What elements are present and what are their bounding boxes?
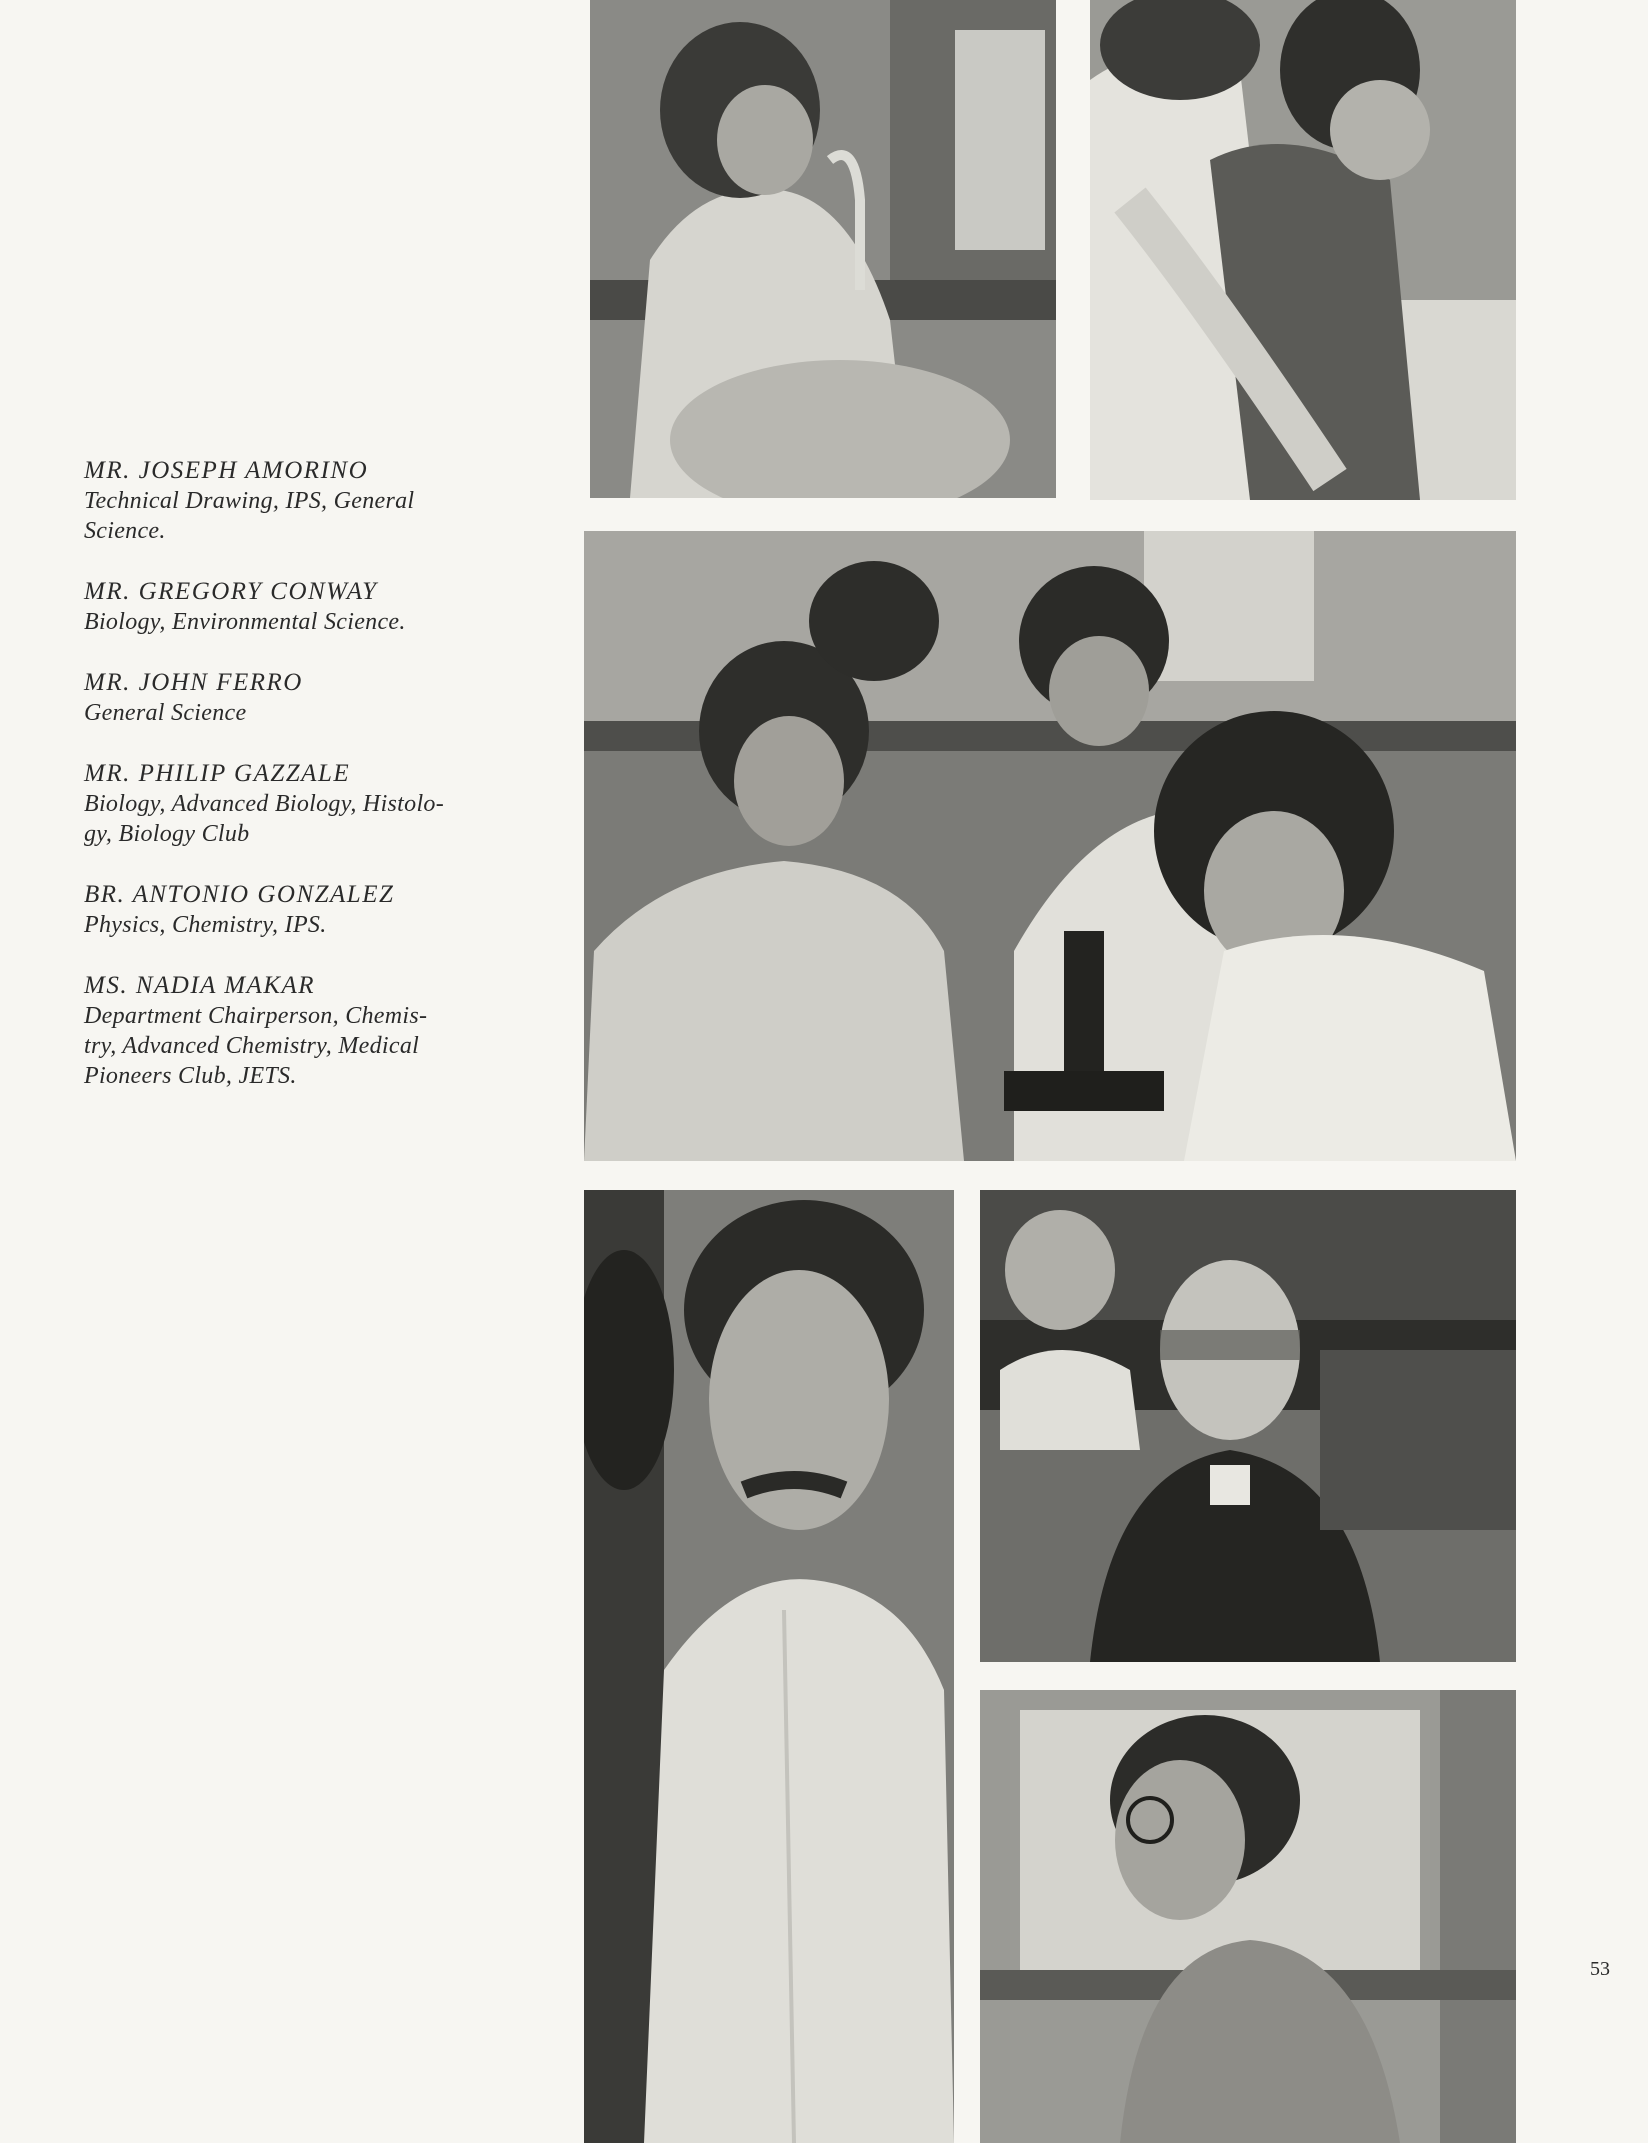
faculty-entry-amorino: [84, 456, 524, 546]
photo-man-with-glasses-at-window: [980, 1690, 1516, 2143]
photo-students-with-microscope: [584, 531, 1516, 1161]
faculty-name: MR. GREGORY CONWAY: [84, 578, 378, 605]
faculty-name: MR. JOHN FERRO: [84, 669, 303, 696]
faculty-name: MR. JOSEPH AMORINO: [84, 457, 369, 484]
faculty-subjects-line: Pioneers Club, JETS.: [84, 1063, 297, 1089]
faculty-entry-conway: [84, 577, 524, 637]
faculty-subjects-line: try, Advanced Chemistry, Medical: [84, 1033, 420, 1059]
page-number: 53: [1590, 1958, 1610, 1980]
photo-teacher-at-lab-sink: [590, 0, 1056, 498]
faculty-entry-makar: [84, 971, 524, 1091]
faculty-entry-gazzale: [84, 759, 524, 849]
photo-students-leaning-over-table: [1090, 0, 1516, 500]
faculty-subjects-line: Science.: [84, 518, 166, 544]
photo-mustached-man-portrait: [584, 1190, 954, 2143]
faculty-subjects-line: General Science: [84, 700, 247, 726]
faculty-subjects-line: Biology, Environmental Science.: [84, 609, 406, 635]
faculty-subjects-line: Department Chairperson, Chemis-: [84, 1003, 428, 1029]
faculty-subjects-line: Physics, Chemistry, IPS.: [84, 912, 327, 938]
faculty-entry-gonzalez: [84, 880, 524, 940]
faculty-name: MR. PHILIP GAZZALE: [84, 760, 351, 787]
faculty-subjects-line: Technical Drawing, IPS, General: [84, 488, 415, 514]
photo-brother-in-classroom: [980, 1190, 1516, 1662]
faculty-subjects-line: gy, Biology Club: [84, 821, 250, 847]
faculty-subjects-line: Biology, Advanced Biology, Histolo-: [84, 791, 444, 817]
faculty-name: MS. NADIA MAKAR: [84, 972, 316, 999]
faculty-entry-ferro: [84, 668, 524, 728]
faculty-name: BR. ANTONIO GONZALEZ: [84, 881, 395, 908]
faculty-caption-block: [84, 456, 524, 1122]
